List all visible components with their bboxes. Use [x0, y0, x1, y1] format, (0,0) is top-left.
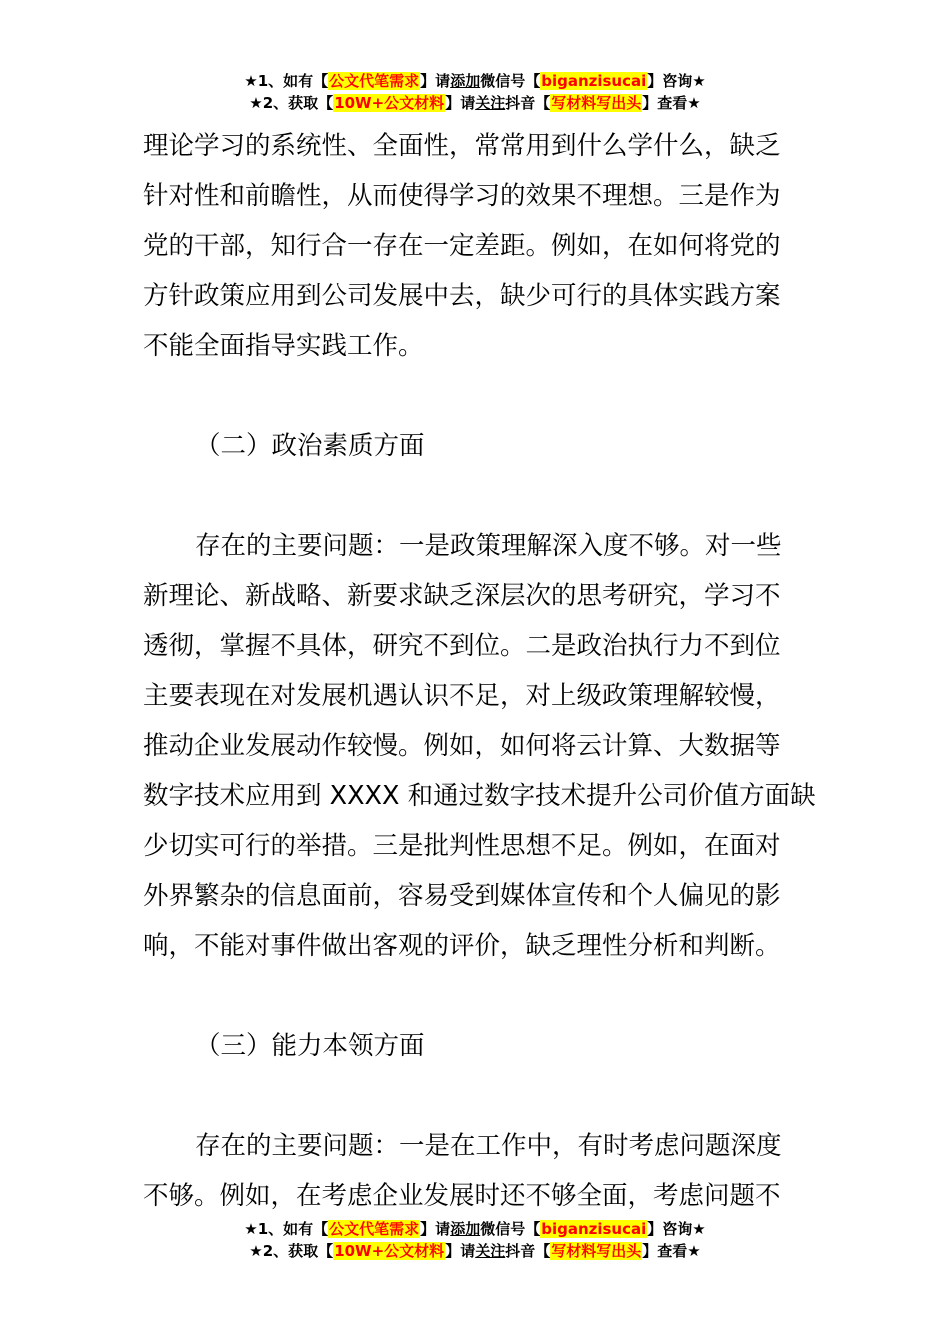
- paragraph-line: 理论学习的系统性、全面性，常常用到什么学什么，缺乏: [143, 131, 781, 161]
- paragraph-line: 少切实可行的举措。三是批判性思想不足。例如，在面对: [143, 831, 781, 861]
- banner-line-2: ★2、获取【10W+公文材料】请关注抖音【写材料写出头】查看★: [249, 1242, 701, 1260]
- banner-highlight-wechat-id: biganzisucai: [541, 72, 647, 90]
- banner-highlight-douyin: 写材料写出头: [551, 1242, 642, 1260]
- paragraph-line: 新理论、新战略、新要求缺乏深层次的思考研究，学习不: [143, 581, 781, 611]
- paragraph-line: 响，不能对事件做出客观的评价，缺乏理性分析和判断。: [143, 931, 781, 961]
- banner-line-2: ★2、获取【10W+公文材料】请关注抖音【写材料写出头】查看★: [249, 94, 701, 112]
- paragraph-2: [143, 521, 816, 971]
- paragraph-line: 不够。例如，在考虑企业发展时还不够全面，考虑问题不: [143, 1181, 781, 1211]
- paragraph-line: 存在的主要问题：一是政策理解深入度不够。对一些: [195, 531, 782, 561]
- paragraph-line: 针对性和前瞻性，从而使得学习的效果不理想。三是作为: [143, 181, 781, 211]
- section-heading-political: （二）政治素质方面: [195, 431, 425, 461]
- document-body: [143, 121, 816, 1221]
- paragraph-line: 透彻，掌握不具体，研究不到位。二是政治执行力不到位: [143, 631, 781, 661]
- paragraph-line: 推动企业发展动作较慢。例如，如何将云计算、大数据等: [143, 731, 781, 761]
- banner-highlight-materials: 10W+公文材料: [334, 1242, 445, 1260]
- paragraph-line: 存在的主要问题：一是在工作中，有时考虑问题深度: [195, 1131, 782, 1161]
- paragraph-line: 党的干部，知行合一存在一定差距。例如，在如何将党的: [143, 231, 781, 261]
- paragraph-3: [143, 1121, 813, 1221]
- banner-highlight-service: 公文代笔需求: [329, 1220, 420, 1238]
- paragraph-line: 数字技术应用到 XXXX 和通过数字技术提升公司价值方面缺: [143, 781, 816, 811]
- section-heading-ability: （三）能力本领方面: [195, 1031, 425, 1061]
- banner-highlight-wechat-id: biganzisucai: [541, 1220, 647, 1238]
- paragraph-line: 不能全面指导实践工作。: [143, 331, 424, 361]
- header-banner: [0, 70, 950, 114]
- paragraph-line: 方针政策应用到公司发展中去，缺少可行的具体实践方案: [143, 281, 781, 311]
- banner-highlight-service: 公文代笔需求: [329, 72, 420, 90]
- footer-banner: [0, 1218, 950, 1262]
- banner-line-1: ★1、如有【公文代笔需求】请添加微信号【biganzisucai】咨询★: [244, 72, 706, 90]
- banner-highlight-materials: 10W+公文材料: [334, 94, 445, 112]
- paragraph-1: [143, 121, 813, 371]
- paragraph-line: 主要表现在对发展机遇认识不足，对上级政策理解较慢，: [143, 681, 781, 711]
- banner-highlight-douyin: 写材料写出头: [551, 94, 642, 112]
- banner-line-1: ★1、如有【公文代笔需求】请添加微信号【biganzisucai】咨询★: [244, 1220, 706, 1238]
- paragraph-line: 外界繁杂的信息面前，容易受到媒体宣传和个人偏见的影: [143, 881, 781, 911]
